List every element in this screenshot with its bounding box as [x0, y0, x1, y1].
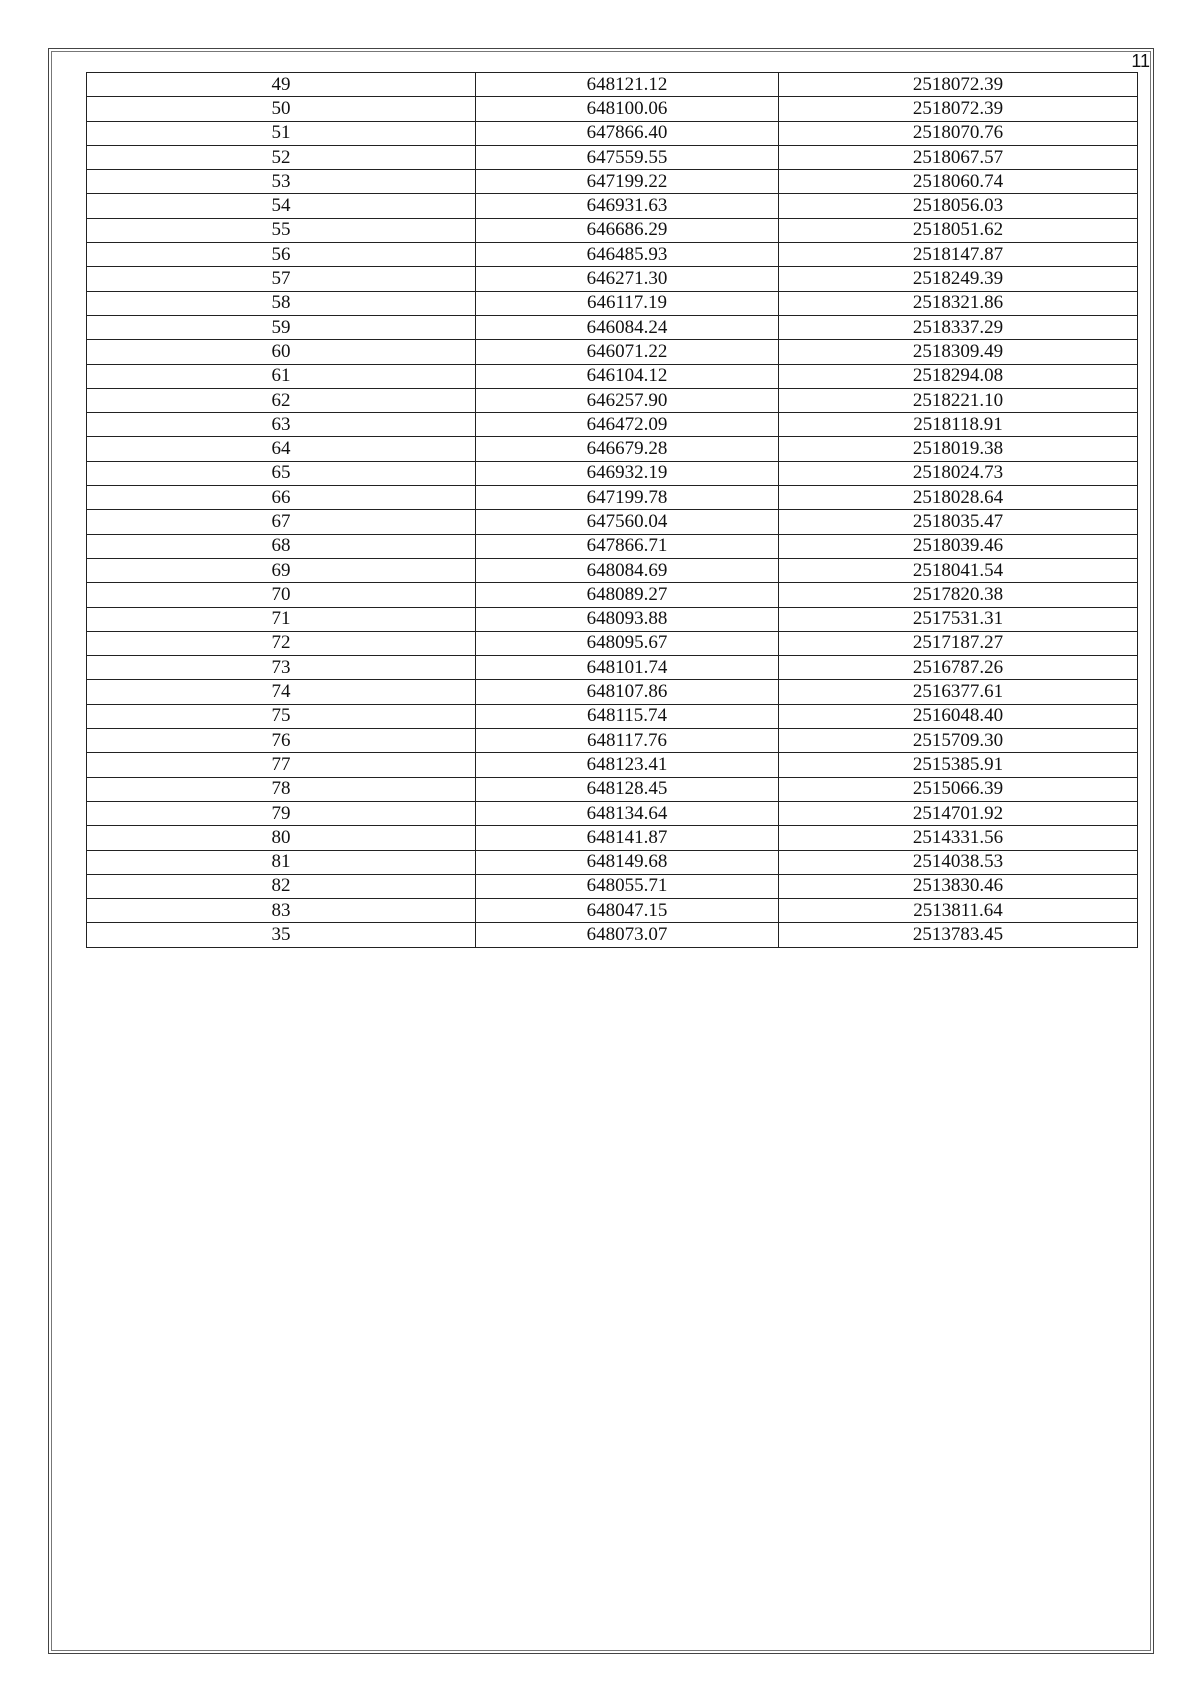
table-row: [87, 243, 1138, 267]
point-number-cell: 59: [87, 315, 476, 339]
table-row: [87, 558, 1138, 582]
x-coordinate-cell: 646257.90: [476, 388, 779, 412]
point-number-cell: 67: [87, 510, 476, 534]
table-row: [87, 801, 1138, 825]
y-coordinate-cell: 2518019.38: [779, 437, 1138, 461]
point-number-cell: 81: [87, 850, 476, 874]
y-coordinate-cell: 2518056.03: [779, 194, 1138, 218]
table-row: [87, 486, 1138, 510]
table-row: [87, 729, 1138, 753]
y-coordinate-cell: 2518035.47: [779, 510, 1138, 534]
point-number-cell: 56: [87, 243, 476, 267]
table-row: [87, 388, 1138, 412]
table-row: [87, 218, 1138, 242]
y-coordinate-cell: 2516377.61: [779, 680, 1138, 704]
x-coordinate-cell: 648134.64: [476, 801, 779, 825]
point-number-cell: 75: [87, 704, 476, 728]
table-row: [87, 510, 1138, 534]
y-coordinate-cell: 2515709.30: [779, 729, 1138, 753]
y-coordinate-cell: 2518309.49: [779, 340, 1138, 364]
x-coordinate-cell: 646104.12: [476, 364, 779, 388]
point-number-cell: 64: [87, 437, 476, 461]
table-row: [87, 874, 1138, 898]
y-coordinate-cell: 2517531.31: [779, 607, 1138, 631]
point-number-cell: 58: [87, 291, 476, 315]
y-coordinate-cell: 2518221.10: [779, 388, 1138, 412]
table-row: [87, 194, 1138, 218]
point-number-cell: 62: [87, 388, 476, 412]
y-coordinate-cell: 2516048.40: [779, 704, 1138, 728]
point-number-cell: 66: [87, 486, 476, 510]
x-coordinate-cell: 647560.04: [476, 510, 779, 534]
y-coordinate-cell: 2518051.62: [779, 218, 1138, 242]
y-coordinate-cell: 2515066.39: [779, 777, 1138, 801]
point-number-cell: 71: [87, 607, 476, 631]
y-coordinate-cell: 2518147.87: [779, 243, 1138, 267]
x-coordinate-cell: 648095.67: [476, 631, 779, 655]
y-coordinate-cell: 2513783.45: [779, 923, 1138, 947]
point-number-cell: 52: [87, 145, 476, 169]
coordinates-table: [86, 72, 1138, 948]
x-coordinate-cell: 648121.12: [476, 73, 779, 97]
x-coordinate-cell: 648100.06: [476, 97, 779, 121]
y-coordinate-cell: 2518070.76: [779, 121, 1138, 145]
point-number-cell: 35: [87, 923, 476, 947]
x-coordinate-cell: 648073.07: [476, 923, 779, 947]
x-coordinate-cell: 648093.88: [476, 607, 779, 631]
table-row: [87, 364, 1138, 388]
x-coordinate-cell: 648084.69: [476, 558, 779, 582]
x-coordinate-cell: 648107.86: [476, 680, 779, 704]
table-row: [87, 534, 1138, 558]
table-row: [87, 413, 1138, 437]
point-number-cell: 73: [87, 656, 476, 680]
table-row: [87, 170, 1138, 194]
y-coordinate-cell: 2514701.92: [779, 801, 1138, 825]
table-row: [87, 315, 1138, 339]
point-number-cell: 70: [87, 583, 476, 607]
x-coordinate-cell: 648101.74: [476, 656, 779, 680]
point-number-cell: 57: [87, 267, 476, 291]
x-coordinate-cell: 648149.68: [476, 850, 779, 874]
x-coordinate-cell: 648123.41: [476, 753, 779, 777]
table-row: [87, 923, 1138, 947]
x-coordinate-cell: 647866.40: [476, 121, 779, 145]
table-row: [87, 583, 1138, 607]
y-coordinate-cell: 2518249.39: [779, 267, 1138, 291]
x-coordinate-cell: 646931.63: [476, 194, 779, 218]
table-row: [87, 437, 1138, 461]
y-coordinate-cell: 2518294.08: [779, 364, 1138, 388]
y-coordinate-cell: 2517187.27: [779, 631, 1138, 655]
x-coordinate-cell: 646485.93: [476, 243, 779, 267]
x-coordinate-cell: 646084.24: [476, 315, 779, 339]
x-coordinate-cell: 648047.15: [476, 899, 779, 923]
x-coordinate-cell: 648128.45: [476, 777, 779, 801]
x-coordinate-cell: 646679.28: [476, 437, 779, 461]
point-number-cell: 72: [87, 631, 476, 655]
page-number: 11: [1131, 51, 1150, 71]
x-coordinate-cell: 646117.19: [476, 291, 779, 315]
table-row: [87, 291, 1138, 315]
table-row: [87, 267, 1138, 291]
y-coordinate-cell: 2513811.64: [779, 899, 1138, 923]
y-coordinate-cell: 2516787.26: [779, 656, 1138, 680]
x-coordinate-cell: 648089.27: [476, 583, 779, 607]
x-coordinate-cell: 648055.71: [476, 874, 779, 898]
y-coordinate-cell: 2518024.73: [779, 461, 1138, 485]
table-row: [87, 850, 1138, 874]
table-row: [87, 704, 1138, 728]
table-row: [87, 680, 1138, 704]
table-row: [87, 899, 1138, 923]
y-coordinate-cell: 2518060.74: [779, 170, 1138, 194]
y-coordinate-cell: 2518039.46: [779, 534, 1138, 558]
point-number-cell: 65: [87, 461, 476, 485]
point-number-cell: 50: [87, 97, 476, 121]
point-number-cell: 76: [87, 729, 476, 753]
table-row: [87, 826, 1138, 850]
x-coordinate-cell: 648117.76: [476, 729, 779, 753]
x-coordinate-cell: 646071.22: [476, 340, 779, 364]
table-row: [87, 656, 1138, 680]
point-number-cell: 77: [87, 753, 476, 777]
point-number-cell: 69: [87, 558, 476, 582]
table-row: [87, 607, 1138, 631]
y-coordinate-cell: 2513830.46: [779, 874, 1138, 898]
point-number-cell: 63: [87, 413, 476, 437]
y-coordinate-cell: 2515385.91: [779, 753, 1138, 777]
table-row: [87, 461, 1138, 485]
table-row: [87, 753, 1138, 777]
point-number-cell: 82: [87, 874, 476, 898]
table-row: [87, 97, 1138, 121]
point-number-cell: 78: [87, 777, 476, 801]
x-coordinate-cell: 646932.19: [476, 461, 779, 485]
table-row: [87, 631, 1138, 655]
y-coordinate-cell: 2518072.39: [779, 73, 1138, 97]
point-number-cell: 51: [87, 121, 476, 145]
point-number-cell: 79: [87, 801, 476, 825]
y-coordinate-cell: 2518072.39: [779, 97, 1138, 121]
y-coordinate-cell: 2518118.91: [779, 413, 1138, 437]
x-coordinate-cell: 647559.55: [476, 145, 779, 169]
y-coordinate-cell: 2514331.56: [779, 826, 1138, 850]
point-number-cell: 61: [87, 364, 476, 388]
table-row: [87, 777, 1138, 801]
table-row: [87, 121, 1138, 145]
table-row: [87, 340, 1138, 364]
y-coordinate-cell: 2518067.57: [779, 145, 1138, 169]
point-number-cell: 80: [87, 826, 476, 850]
point-number-cell: 83: [87, 899, 476, 923]
x-coordinate-cell: 647199.78: [476, 486, 779, 510]
point-number-cell: 60: [87, 340, 476, 364]
y-coordinate-cell: 2518321.86: [779, 291, 1138, 315]
y-coordinate-cell: 2518041.54: [779, 558, 1138, 582]
point-number-cell: 49: [87, 73, 476, 97]
y-coordinate-cell: 2518337.29: [779, 315, 1138, 339]
x-coordinate-cell: 648141.87: [476, 826, 779, 850]
table-row: [87, 145, 1138, 169]
x-coordinate-cell: 647199.22: [476, 170, 779, 194]
coordinates-table-body: [87, 73, 1138, 948]
y-coordinate-cell: 2518028.64: [779, 486, 1138, 510]
point-number-cell: 53: [87, 170, 476, 194]
point-number-cell: 74: [87, 680, 476, 704]
x-coordinate-cell: 646271.30: [476, 267, 779, 291]
x-coordinate-cell: 646472.09: [476, 413, 779, 437]
point-number-cell: 55: [87, 218, 476, 242]
point-number-cell: 54: [87, 194, 476, 218]
y-coordinate-cell: 2517820.38: [779, 583, 1138, 607]
x-coordinate-cell: 648115.74: [476, 704, 779, 728]
x-coordinate-cell: 646686.29: [476, 218, 779, 242]
point-number-cell: 68: [87, 534, 476, 558]
x-coordinate-cell: 647866.71: [476, 534, 779, 558]
table-row: [87, 73, 1138, 97]
y-coordinate-cell: 2514038.53: [779, 850, 1138, 874]
